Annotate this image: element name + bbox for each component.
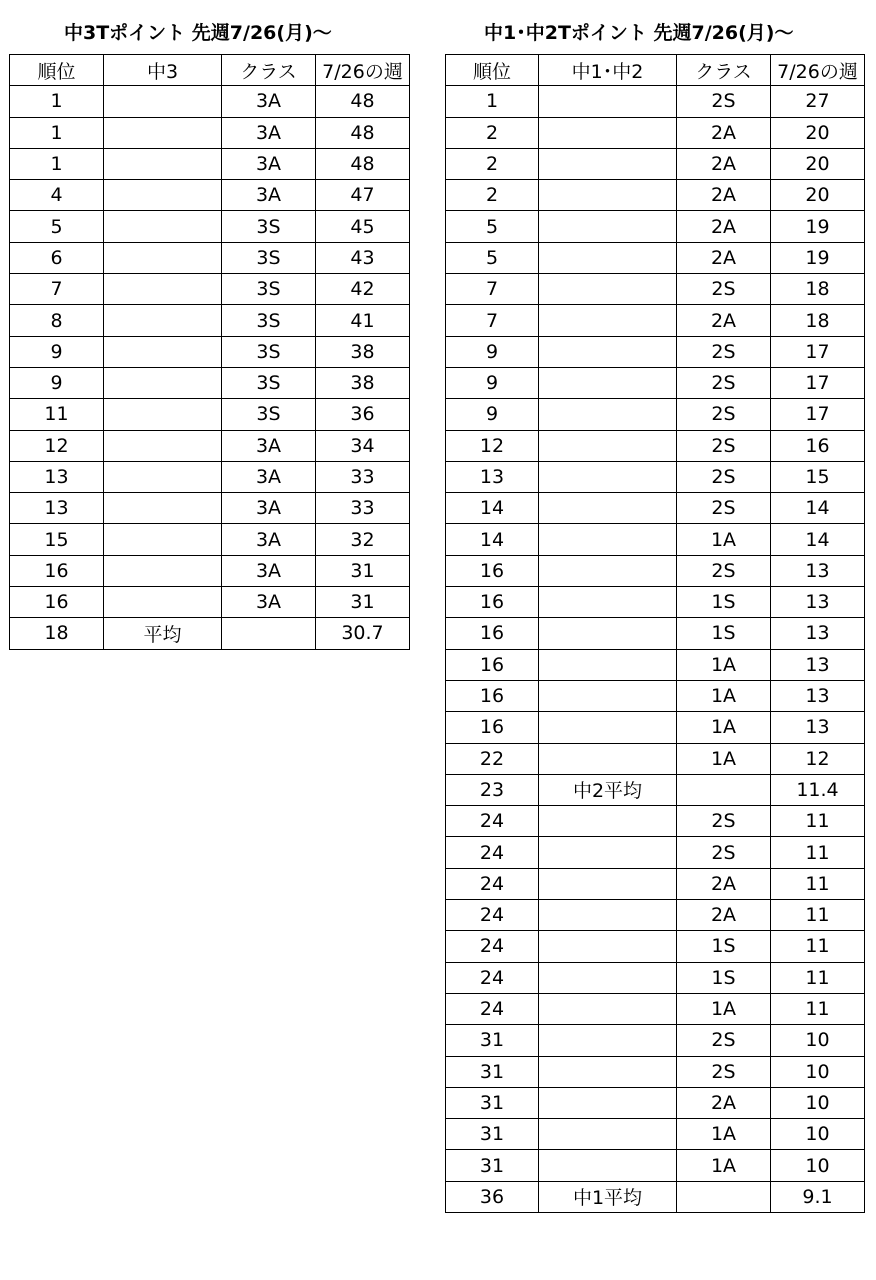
name-cell: 平均 [104, 618, 222, 649]
name-cell [539, 86, 677, 117]
rank-cell: 24 [446, 993, 539, 1024]
rank-cell: 2 [446, 180, 539, 211]
table-row [10, 367, 410, 398]
class-cell: 2S [677, 399, 771, 430]
rank-header: 順位 [10, 55, 104, 86]
rank-cell: 22 [446, 743, 539, 774]
points-cell: 14 [771, 493, 865, 524]
table-row [446, 931, 865, 962]
name-cell [539, 931, 677, 962]
rank-cell: 24 [446, 837, 539, 868]
name-cell [539, 524, 677, 555]
class-cell: 3S [222, 367, 316, 398]
rank-cell: 1 [10, 117, 104, 148]
points-header: 7/26の週 [316, 55, 410, 86]
rank-cell: 24 [446, 900, 539, 931]
class-cell: 1A [677, 993, 771, 1024]
name-cell [104, 524, 222, 555]
table-row [10, 430, 410, 461]
points-cell: 48 [316, 117, 410, 148]
name-cell [539, 242, 677, 273]
name-cell [539, 399, 677, 430]
points-cell: 11 [771, 837, 865, 868]
points-cell: 38 [316, 367, 410, 398]
class-cell: 1S [677, 618, 771, 649]
name-cell [104, 336, 222, 367]
points-header: 7/26の週 [771, 55, 865, 86]
class-cell: 2A [677, 1087, 771, 1118]
name-cell [539, 1150, 677, 1181]
points-cell: 13 [771, 618, 865, 649]
class-cell: 2S [677, 461, 771, 492]
table-row [446, 86, 865, 117]
class-header: クラス [222, 55, 316, 86]
name-cell [539, 868, 677, 899]
points-cell: 32 [316, 524, 410, 555]
points-cell: 13 [771, 555, 865, 586]
class-cell: 3S [222, 211, 316, 242]
rank-cell: 13 [10, 461, 104, 492]
name-cell [104, 242, 222, 273]
table-row [446, 1056, 865, 1087]
points-cell: 38 [316, 336, 410, 367]
right-table-title: 中1･中2Tポイント 先週7/26(月)〜 [484, 22, 794, 44]
rank-cell: 12 [446, 430, 539, 461]
name-cell [104, 86, 222, 117]
rank-cell: 14 [446, 524, 539, 555]
table-row [446, 649, 865, 680]
rank-cell: 23 [446, 774, 539, 805]
name-cell [539, 493, 677, 524]
table-row [446, 555, 865, 586]
rank-cell: 31 [446, 1087, 539, 1118]
name-cell [539, 336, 677, 367]
name-cell [539, 367, 677, 398]
points-cell: 17 [771, 336, 865, 367]
table-row [446, 211, 865, 242]
points-cell: 11 [771, 962, 865, 993]
table-row [446, 180, 865, 211]
rank-header: 順位 [446, 55, 539, 86]
class-cell: 2S [677, 1025, 771, 1056]
class-cell: 2A [677, 868, 771, 899]
table-row [10, 618, 410, 649]
rank-cell: 16 [446, 618, 539, 649]
table-row [10, 148, 410, 179]
class-cell: 3S [222, 305, 316, 336]
points-cell: 10 [771, 1087, 865, 1118]
class-cell: 3A [222, 587, 316, 618]
rank-cell: 16 [446, 649, 539, 680]
name-cell [104, 399, 222, 430]
points-cell: 18 [771, 305, 865, 336]
table-row [446, 618, 865, 649]
class-cell: 2S [677, 336, 771, 367]
class-cell: 3S [222, 274, 316, 305]
points-cell: 20 [771, 117, 865, 148]
class-cell: 3A [222, 461, 316, 492]
rank-cell: 9 [10, 336, 104, 367]
name-cell [104, 148, 222, 179]
header-row [10, 55, 410, 86]
name-cell [104, 587, 222, 618]
class-cell: 3A [222, 524, 316, 555]
class-cell: 3S [222, 336, 316, 367]
rank-cell: 15 [10, 524, 104, 555]
name-cell [539, 837, 677, 868]
points-cell: 17 [771, 367, 865, 398]
rank-cell: 9 [446, 336, 539, 367]
points-cell: 14 [771, 524, 865, 555]
rank-cell: 7 [10, 274, 104, 305]
points-cell: 16 [771, 430, 865, 461]
name-cell [104, 555, 222, 586]
rank-cell: 31 [446, 1025, 539, 1056]
name-header: 中1･中2 [539, 55, 677, 86]
rank-cell: 16 [446, 712, 539, 743]
table-row [446, 743, 865, 774]
rank-cell: 1 [446, 86, 539, 117]
class-cell: 2A [677, 180, 771, 211]
rank-cell: 13 [446, 461, 539, 492]
rank-cell: 9 [446, 399, 539, 430]
name-cell [539, 461, 677, 492]
points-cell: 34 [316, 430, 410, 461]
class-cell: 2S [677, 86, 771, 117]
name-cell [539, 555, 677, 586]
table-row [446, 274, 865, 305]
rank-cell: 4 [10, 180, 104, 211]
rank-cell: 31 [446, 1056, 539, 1087]
points-cell: 13 [771, 712, 865, 743]
class-cell: 3A [222, 180, 316, 211]
points-cell: 11 [771, 993, 865, 1024]
points-cell: 18 [771, 274, 865, 305]
table-row [446, 461, 865, 492]
table-row [446, 712, 865, 743]
rank-cell: 31 [446, 1150, 539, 1181]
table-row [446, 868, 865, 899]
points-cell: 10 [771, 1119, 865, 1150]
table-row [446, 806, 865, 837]
name-cell [104, 180, 222, 211]
points-cell: 13 [771, 649, 865, 680]
class-cell: 2S [677, 806, 771, 837]
points-cell: 30.7 [316, 618, 410, 649]
rank-cell: 6 [10, 242, 104, 273]
name-cell [539, 148, 677, 179]
name-cell: 中1平均 [539, 1181, 677, 1212]
points-cell: 11 [771, 900, 865, 931]
name-cell [539, 274, 677, 305]
name-cell [539, 649, 677, 680]
points-cell: 10 [771, 1150, 865, 1181]
header-row [446, 55, 865, 86]
points-cell: 10 [771, 1056, 865, 1087]
points-cell: 11 [771, 806, 865, 837]
table-row [446, 1087, 865, 1118]
name-cell [539, 117, 677, 148]
rank-cell: 31 [446, 1119, 539, 1150]
class-cell: 3A [222, 117, 316, 148]
rank-cell: 24 [446, 962, 539, 993]
points-cell: 13 [771, 587, 865, 618]
name-cell [539, 430, 677, 461]
rank-cell: 16 [446, 555, 539, 586]
table-row [446, 493, 865, 524]
points-cell: 19 [771, 211, 865, 242]
name-cell [104, 117, 222, 148]
points-cell: 31 [316, 587, 410, 618]
class-cell: 1A [677, 680, 771, 711]
table-row [10, 524, 410, 555]
class-cell: 2S [677, 274, 771, 305]
table-row [446, 837, 865, 868]
points-cell: 43 [316, 242, 410, 273]
points-cell: 20 [771, 148, 865, 179]
name-cell [539, 680, 677, 711]
name-cell [104, 461, 222, 492]
rank-cell: 5 [446, 242, 539, 273]
name-header: 中3 [104, 55, 222, 86]
rank-cell: 14 [446, 493, 539, 524]
name-cell [539, 1087, 677, 1118]
grade3-ranking-table [9, 54, 410, 650]
table-row [446, 993, 865, 1024]
class-cell: 1S [677, 931, 771, 962]
class-cell: 1A [677, 1119, 771, 1150]
class-cell: 2S [677, 430, 771, 461]
class-cell: 1S [677, 962, 771, 993]
name-cell [539, 1119, 677, 1150]
points-cell: 17 [771, 399, 865, 430]
points-cell: 15 [771, 461, 865, 492]
points-cell: 41 [316, 305, 410, 336]
class-cell: 2S [677, 493, 771, 524]
class-cell: 2A [677, 305, 771, 336]
name-cell: 中2平均 [539, 774, 677, 805]
rank-cell: 8 [10, 305, 104, 336]
rank-cell: 13 [10, 493, 104, 524]
points-cell: 9.1 [771, 1181, 865, 1212]
table-row [10, 211, 410, 242]
left-table-title: 中3Tポイント 先週7/26(月)〜 [64, 22, 332, 44]
class-cell: 3S [222, 399, 316, 430]
name-cell [539, 743, 677, 774]
name-cell [104, 274, 222, 305]
table-row [10, 555, 410, 586]
class-cell: 3A [222, 493, 316, 524]
rank-cell: 1 [10, 86, 104, 117]
table-row [10, 242, 410, 273]
table-row [446, 774, 865, 805]
rank-cell: 2 [446, 117, 539, 148]
table-row [446, 587, 865, 618]
name-cell [104, 211, 222, 242]
rank-cell: 7 [446, 305, 539, 336]
grade1-2-ranking-table [445, 54, 865, 1213]
rank-cell: 12 [10, 430, 104, 461]
rank-cell: 9 [10, 367, 104, 398]
table-row [446, 900, 865, 931]
rank-cell: 24 [446, 931, 539, 962]
points-cell: 47 [316, 180, 410, 211]
name-cell [539, 900, 677, 931]
name-cell [104, 305, 222, 336]
table-row [10, 493, 410, 524]
table-row [10, 587, 410, 618]
table-row [446, 336, 865, 367]
table-row [10, 336, 410, 367]
class-cell: 2S [677, 367, 771, 398]
class-cell: 2A [677, 900, 771, 931]
rank-cell: 16 [446, 680, 539, 711]
name-cell [104, 493, 222, 524]
points-cell: 42 [316, 274, 410, 305]
class-cell: 1A [677, 649, 771, 680]
name-cell [539, 993, 677, 1024]
class-cell: 1A [677, 712, 771, 743]
name-cell [104, 367, 222, 398]
name-cell [539, 712, 677, 743]
rank-cell: 5 [10, 211, 104, 242]
table-row [446, 117, 865, 148]
class-cell: 2A [677, 211, 771, 242]
table-row [446, 399, 865, 430]
class-cell [677, 774, 771, 805]
name-cell [539, 1025, 677, 1056]
rank-cell: 24 [446, 806, 539, 837]
rank-cell: 36 [446, 1181, 539, 1212]
points-cell: 33 [316, 493, 410, 524]
points-cell: 13 [771, 680, 865, 711]
table-row [10, 305, 410, 336]
points-cell: 48 [316, 148, 410, 179]
class-cell: 2S [677, 555, 771, 586]
class-cell: 3A [222, 148, 316, 179]
rank-cell: 7 [446, 274, 539, 305]
points-cell: 36 [316, 399, 410, 430]
class-cell: 3A [222, 430, 316, 461]
points-cell: 12 [771, 743, 865, 774]
table-row [10, 461, 410, 492]
table-row [446, 962, 865, 993]
rank-cell: 5 [446, 211, 539, 242]
table-row [446, 680, 865, 711]
class-cell: 1A [677, 524, 771, 555]
rank-cell: 9 [446, 367, 539, 398]
points-cell: 19 [771, 242, 865, 273]
class-cell [677, 1181, 771, 1212]
table-row [446, 367, 865, 398]
points-cell: 48 [316, 86, 410, 117]
table-row [446, 148, 865, 179]
table-row [10, 86, 410, 117]
class-cell: 3A [222, 86, 316, 117]
points-cell: 45 [316, 211, 410, 242]
class-cell: 2A [677, 242, 771, 273]
rank-cell: 24 [446, 868, 539, 899]
name-cell [539, 305, 677, 336]
name-cell [104, 430, 222, 461]
points-cell: 10 [771, 1025, 865, 1056]
class-cell: 1S [677, 587, 771, 618]
points-cell: 11 [771, 931, 865, 962]
class-cell: 2S [677, 1056, 771, 1087]
table-row [446, 1025, 865, 1056]
name-cell [539, 962, 677, 993]
name-cell [539, 211, 677, 242]
points-cell: 31 [316, 555, 410, 586]
table-row [446, 430, 865, 461]
class-header: クラス [677, 55, 771, 86]
rank-cell: 18 [10, 618, 104, 649]
table-row [446, 305, 865, 336]
rank-cell: 16 [446, 587, 539, 618]
class-cell: 2A [677, 148, 771, 179]
rank-cell: 16 [10, 555, 104, 586]
name-cell [539, 806, 677, 837]
points-cell: 20 [771, 180, 865, 211]
rank-cell: 1 [10, 148, 104, 179]
class-cell [222, 618, 316, 649]
table-row [446, 1150, 865, 1181]
name-cell [539, 587, 677, 618]
rank-cell: 11 [10, 399, 104, 430]
class-cell: 3A [222, 555, 316, 586]
points-cell: 11.4 [771, 774, 865, 805]
table-row [10, 117, 410, 148]
table-row [10, 180, 410, 211]
class-cell: 3S [222, 242, 316, 273]
table-row [10, 399, 410, 430]
points-cell: 11 [771, 868, 865, 899]
table-row [446, 524, 865, 555]
name-cell [539, 618, 677, 649]
table-row [446, 242, 865, 273]
class-cell: 2S [677, 837, 771, 868]
points-cell: 33 [316, 461, 410, 492]
rank-cell: 16 [10, 587, 104, 618]
points-cell: 27 [771, 86, 865, 117]
name-cell [539, 180, 677, 211]
table-row [446, 1119, 865, 1150]
class-cell: 2A [677, 117, 771, 148]
table-row [10, 274, 410, 305]
rank-cell: 2 [446, 148, 539, 179]
class-cell: 1A [677, 1150, 771, 1181]
class-cell: 1A [677, 743, 771, 774]
table-row [446, 1181, 865, 1212]
name-cell [539, 1056, 677, 1087]
